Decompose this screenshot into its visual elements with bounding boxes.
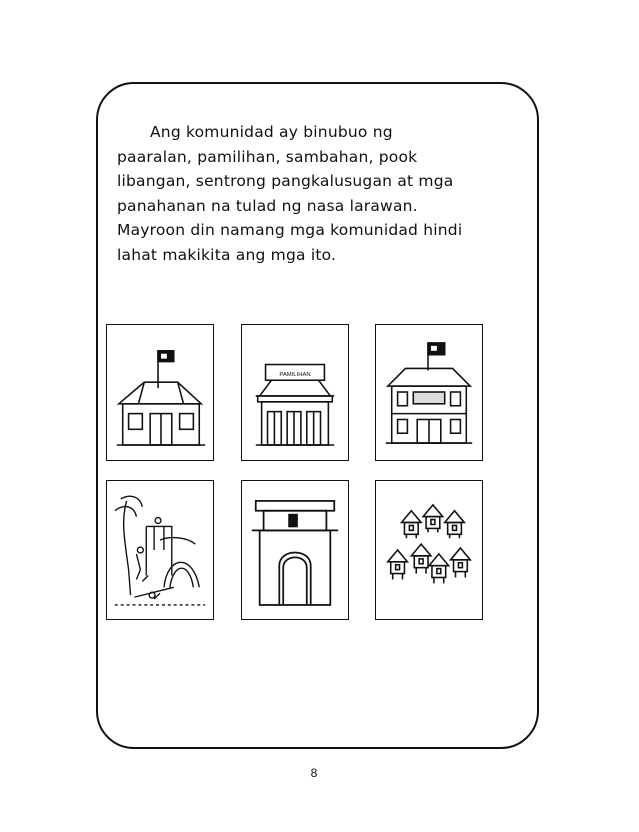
paragraph-line: paaralan, pamilihan, sambahan, pook	[117, 147, 418, 166]
playground-icon	[107, 481, 213, 619]
market-icon	[242, 325, 348, 460]
school-icon	[107, 325, 213, 460]
school-picture	[106, 324, 214, 461]
houses-icon	[376, 481, 482, 619]
intro-paragraph	[117, 120, 512, 267]
church-icon	[242, 481, 348, 619]
paragraph-line: libangan, sentrong pangkalusugan at mga	[117, 172, 454, 190]
hall-picture	[375, 324, 483, 461]
page-number: 8	[310, 766, 318, 780]
paragraph-line: lahat makikita ang mga ito.	[117, 245, 337, 264]
playground-picture	[106, 480, 214, 620]
paragraph-line: Mayroon din namang mga komunidad hindi	[117, 221, 463, 239]
market-picture	[241, 324, 349, 461]
houses-picture	[375, 480, 483, 620]
paragraph-line: panahanan na tulad ng nasa larawan.	[117, 196, 418, 215]
hall-icon	[376, 325, 482, 460]
church-picture	[241, 480, 349, 620]
paragraph-line: Ang komunidad ay binubuo ng	[150, 123, 393, 141]
market-sign: PAMILIHAN	[279, 371, 311, 378]
